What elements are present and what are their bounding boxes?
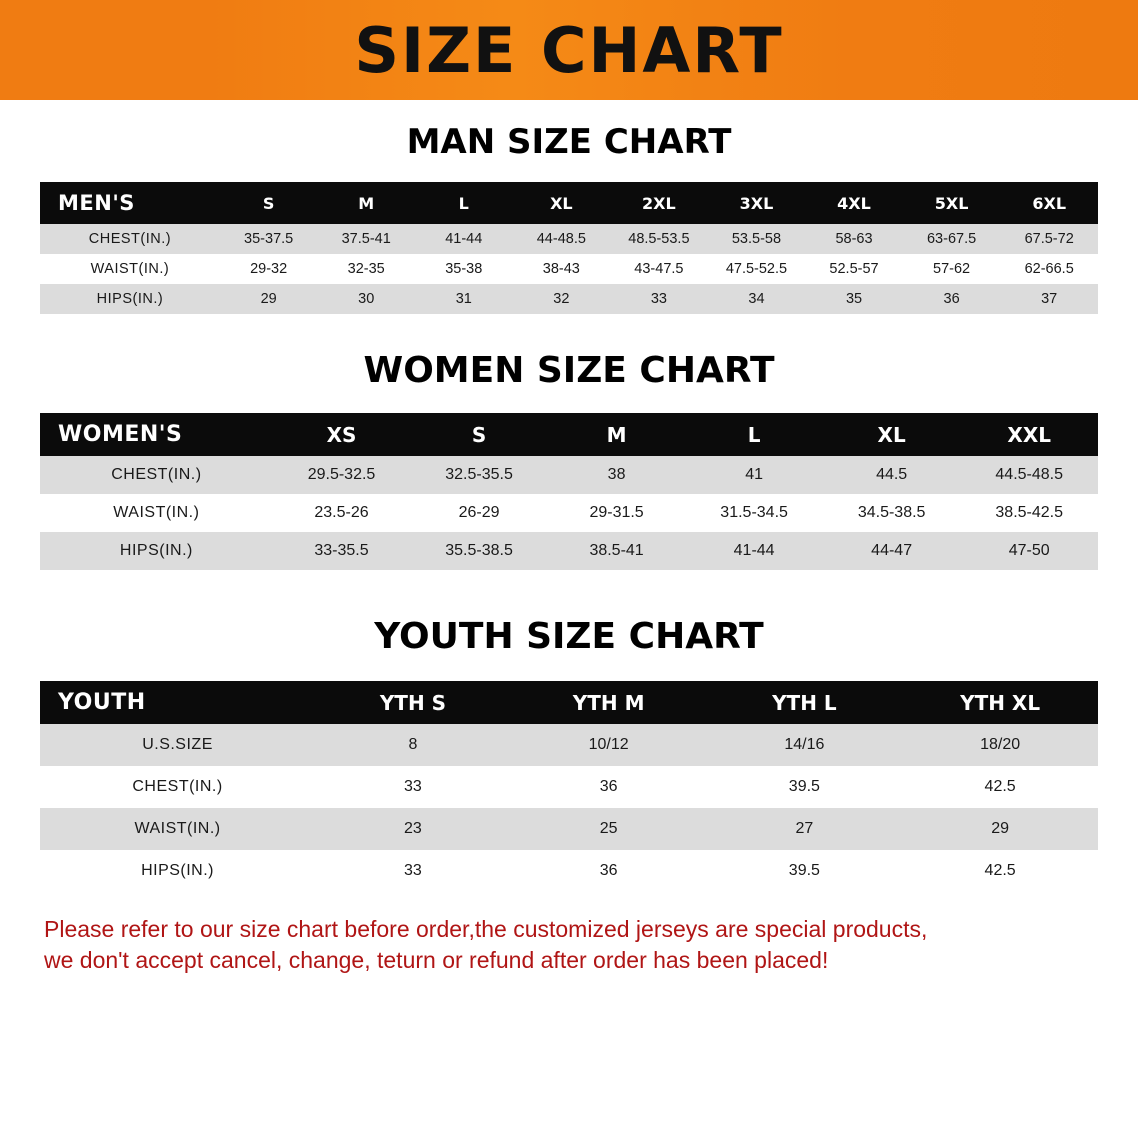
women-hips-l: 41-44 — [733, 542, 775, 559]
youth-chest-s: 33 — [404, 778, 422, 795]
women-hips-xs: 33-35.5 — [314, 542, 369, 559]
table-row — [40, 494, 1098, 532]
youth-row-chest-label: CHEST(IN.) — [132, 778, 223, 795]
women-waist-s: 26-29 — [458, 504, 500, 521]
women-waist-xs: 23.5-26 — [314, 504, 369, 521]
men-chest-xl: 44-48.5 — [536, 231, 586, 247]
table-header-row — [40, 182, 1098, 224]
men-waist-3xl: 47.5-52.5 — [725, 261, 788, 277]
men-header-6xl: 6XL — [1032, 193, 1067, 213]
youth-ussize-m: 10/12 — [588, 736, 629, 753]
youth-header-label: YOUTH — [58, 690, 146, 715]
youth-row-hips-label: HIPS(IN.) — [141, 862, 215, 879]
women-hips-xl: 44-47 — [871, 542, 913, 559]
women-chest-xs: 29.5-32.5 — [307, 466, 376, 483]
youth-section-title: YOUTH SIZE CHART — [374, 616, 764, 657]
table-header-row — [40, 681, 1098, 724]
women-waist-m: 29-31.5 — [589, 504, 644, 521]
table-row — [40, 284, 1098, 314]
men-waist-m: 32-35 — [347, 261, 385, 277]
men-hips-l: 31 — [455, 291, 472, 307]
women-hips-m: 38.5-41 — [589, 542, 644, 559]
women-table-wrapper — [0, 413, 1138, 570]
youth-header-m: YTH M — [572, 690, 645, 715]
disclaimer-line-1: Please refer to our size chart before order,the customized jerseys are special products, — [44, 916, 928, 942]
women-header-s: S — [471, 422, 487, 447]
youth-header-xl: YTH XL — [960, 690, 1041, 715]
table-row — [40, 532, 1098, 570]
men-hips-5xl: 36 — [943, 291, 960, 307]
men-waist-s: 29-32 — [250, 261, 288, 277]
men-row-chest-label: CHEST(IN.) — [88, 231, 172, 247]
youth-hips-xl: 42.5 — [984, 862, 1016, 879]
men-header-4xl: 4XL — [837, 193, 871, 213]
table-row — [40, 766, 1098, 808]
men-row-hips-label: HIPS(IN.) — [96, 291, 164, 307]
youth-ussize-l: 14/16 — [784, 736, 825, 753]
youth-row-waist-label: WAIST(IN.) — [134, 820, 221, 837]
women-header-m: M — [606, 422, 627, 447]
youth-hips-l: 39.5 — [788, 862, 820, 879]
women-header-xs: XS — [326, 422, 357, 447]
table-header-row — [40, 413, 1098, 456]
men-hips-3xl: 34 — [748, 291, 765, 307]
women-header-xxl: XXL — [1007, 422, 1051, 447]
women-row-hips-label: HIPS(IN.) — [119, 542, 193, 559]
men-hips-xl: 32 — [553, 291, 570, 307]
men-hips-s: 29 — [260, 291, 277, 307]
man-section-title: MAN SIZE CHART — [406, 122, 732, 162]
women-waist-l: 31.5-34.5 — [720, 504, 788, 521]
men-header-l: L — [458, 193, 469, 213]
youth-waist-l: 27 — [795, 820, 814, 837]
youth-ussize-s: 8 — [408, 736, 418, 753]
men-hips-6xl: 37 — [1041, 291, 1058, 307]
men-header-5xl: 5XL — [934, 193, 969, 213]
men-chest-4xl: 58-63 — [835, 231, 873, 247]
men-chest-6xl: 67.5-72 — [1024, 231, 1074, 247]
women-waist-xxl: 38.5-42.5 — [995, 504, 1063, 521]
women-chest-xxl: 44.5-48.5 — [995, 466, 1063, 483]
women-section-title: WOMEN SIZE CHART — [363, 350, 775, 391]
table-row — [40, 850, 1098, 892]
men-header-2xl: 2XL — [642, 193, 676, 213]
table-row — [40, 808, 1098, 850]
women-chest-l: 41 — [745, 466, 763, 483]
men-header-s: S — [262, 193, 275, 213]
man-table-wrapper — [0, 182, 1138, 314]
men-hips-2xl: 33 — [650, 291, 667, 307]
women-hips-s: 35.5-38.5 — [445, 542, 513, 559]
disclaimer-line-2: we don't accept cancel, change, teturn or refund after order has been placed! — [44, 947, 829, 974]
youth-hips-m: 36 — [599, 862, 618, 879]
men-header-3xl: 3XL — [739, 193, 774, 213]
youth-row-ussize-label: U.S.SIZE — [142, 736, 213, 753]
youth-chest-m: 36 — [599, 778, 618, 795]
men-chest-l: 41-44 — [445, 231, 483, 247]
men-waist-5xl: 57-62 — [933, 261, 971, 277]
women-size-table — [40, 413, 1098, 570]
youth-ussize-xl: 18/20 — [980, 736, 1021, 753]
men-size-table — [40, 182, 1098, 314]
men-row-waist-label: WAIST(IN.) — [90, 261, 170, 277]
men-waist-2xl: 43-47.5 — [634, 261, 684, 277]
table-row — [40, 224, 1098, 254]
table-row — [40, 724, 1098, 766]
men-waist-xl: 38-43 — [542, 261, 580, 277]
youth-waist-m: 25 — [599, 820, 618, 837]
women-hips-xxl: 47-50 — [1008, 542, 1050, 559]
men-header-label: MEN'S — [58, 191, 135, 215]
disclaimer-note — [44, 914, 1094, 976]
women-chest-xl: 44.5 — [876, 466, 908, 483]
men-waist-l: 35-38 — [445, 261, 483, 277]
youth-header-s: YTH S — [379, 690, 447, 715]
youth-chest-l: 39.5 — [788, 778, 820, 795]
youth-size-table — [40, 681, 1098, 892]
men-hips-m: 30 — [358, 291, 375, 307]
women-waist-xl: 34.5-38.5 — [857, 504, 926, 521]
men-chest-m: 37.5-41 — [341, 231, 391, 247]
youth-chest-xl: 42.5 — [984, 778, 1016, 795]
women-header-l: L — [747, 422, 761, 447]
men-chest-5xl: 63-67.5 — [926, 231, 977, 247]
table-row — [40, 254, 1098, 284]
youth-waist-s: 23 — [404, 820, 422, 837]
women-row-chest-label: CHEST(IN.) — [111, 466, 202, 483]
women-chest-m: 38 — [607, 466, 626, 483]
women-header-xl: XL — [877, 422, 906, 447]
women-chest-s: 32.5-35.5 — [445, 466, 513, 483]
page-title: SIZE CHART — [354, 14, 784, 87]
men-header-m: M — [358, 193, 375, 213]
men-header-xl: XL — [550, 193, 573, 213]
youth-hips-s: 33 — [404, 862, 422, 879]
men-chest-2xl: 48.5-53.5 — [628, 231, 690, 247]
men-chest-3xl: 53.5-58 — [731, 231, 782, 247]
men-waist-6xl: 62-66.5 — [1024, 261, 1074, 277]
youth-header-l: YTH L — [772, 690, 837, 715]
header-banner — [0, 0, 1138, 100]
table-row — [40, 456, 1098, 494]
men-waist-4xl: 52.5-57 — [829, 261, 879, 277]
men-hips-4xl: 35 — [845, 291, 863, 307]
women-row-waist-label: WAIST(IN.) — [113, 504, 200, 521]
youth-waist-xl: 29 — [991, 820, 1010, 837]
men-chest-s: 35-37.5 — [244, 231, 294, 247]
women-header-label: WOMEN'S — [58, 422, 183, 447]
youth-table-wrapper — [0, 681, 1138, 892]
